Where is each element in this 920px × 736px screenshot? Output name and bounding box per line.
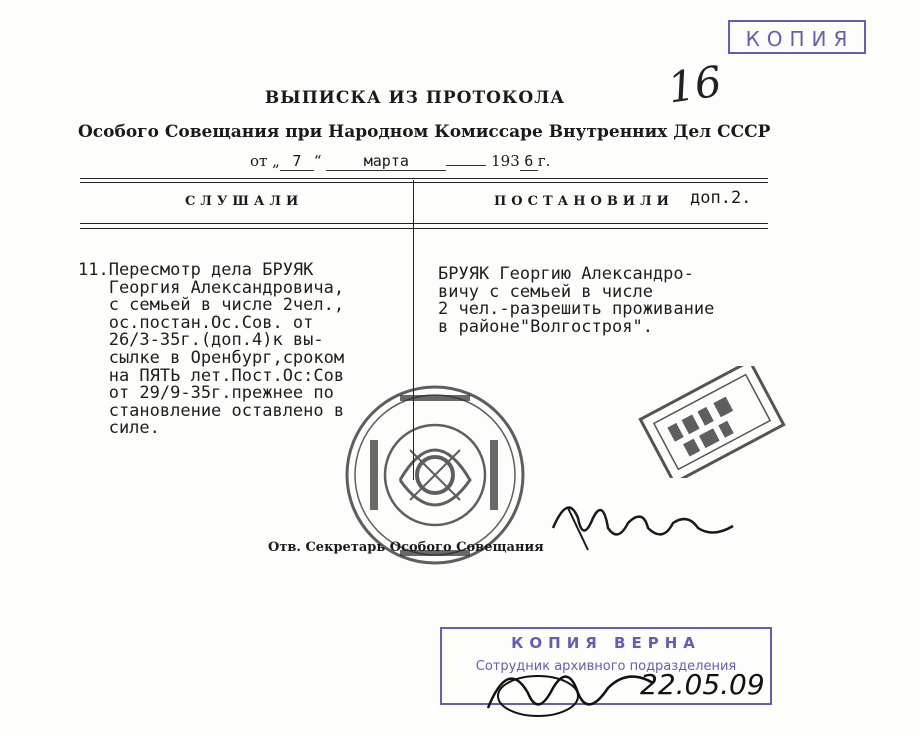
date-quote: “ (313, 152, 322, 170)
secretary-signature (548, 488, 738, 558)
table-top-rule (80, 178, 768, 179)
table-top-rule-2 (80, 182, 768, 183)
addendum-label: доп.2. (690, 188, 752, 208)
heard-text: 11.Пересмотр дела БРУЯК Георгия Александровича, с семьей в числе 2чел., ос.постан.Ос.Сов. от 26/3-35г.(доп.4)к вы- сылке в Оренбург,сроком на ПЯТЬ лет.Пост.Ос:Сов от 29/9-35г.прежнее по становление оставлено в силе. (78, 260, 345, 439)
handwritten-page-number: 16 (664, 56, 725, 113)
archive-date: 22.05.09 (640, 668, 765, 701)
date-prefix: от „ (250, 152, 280, 170)
date-day: 7 (280, 152, 314, 171)
secretary-line: Отв. Секретарь Особого Совещания (268, 540, 544, 555)
date-suffix: г. (537, 152, 551, 170)
resolved-text: БРУЯК Георгию Александро- вичу с семьей в числе 2 чел.-разрешить проживание в районе"Волгостроя". (438, 264, 715, 337)
kopiya-stamp: КОПИЯ (728, 20, 866, 54)
document-subtitle: Особого Совещания при Народном Комиссаре Внутренних Дел СССР (78, 122, 771, 142)
column-heading-postanovili: ПОСТАНОВИЛИ (494, 194, 674, 209)
archive-signature (478, 648, 658, 728)
table-header-rule (80, 223, 768, 224)
date-year-prefix: 193 (491, 152, 520, 170)
kopiya-verna-title: КОПИЯ ВЕРНА (511, 634, 701, 652)
rectangular-stamp (636, 366, 788, 478)
kopiya-verna-subtitle: Сотрудник архивного подразделения (475, 659, 737, 674)
column-heading-slushali: СЛУШАЛИ (185, 194, 304, 209)
date-month: марта (326, 152, 446, 171)
document-date (250, 152, 550, 171)
document-title: ВЫПИСКА ИЗ ПРОТОКОЛА (264, 88, 566, 108)
table-header-rule-2 (80, 228, 768, 229)
date-year-digit: 6 (520, 152, 538, 171)
